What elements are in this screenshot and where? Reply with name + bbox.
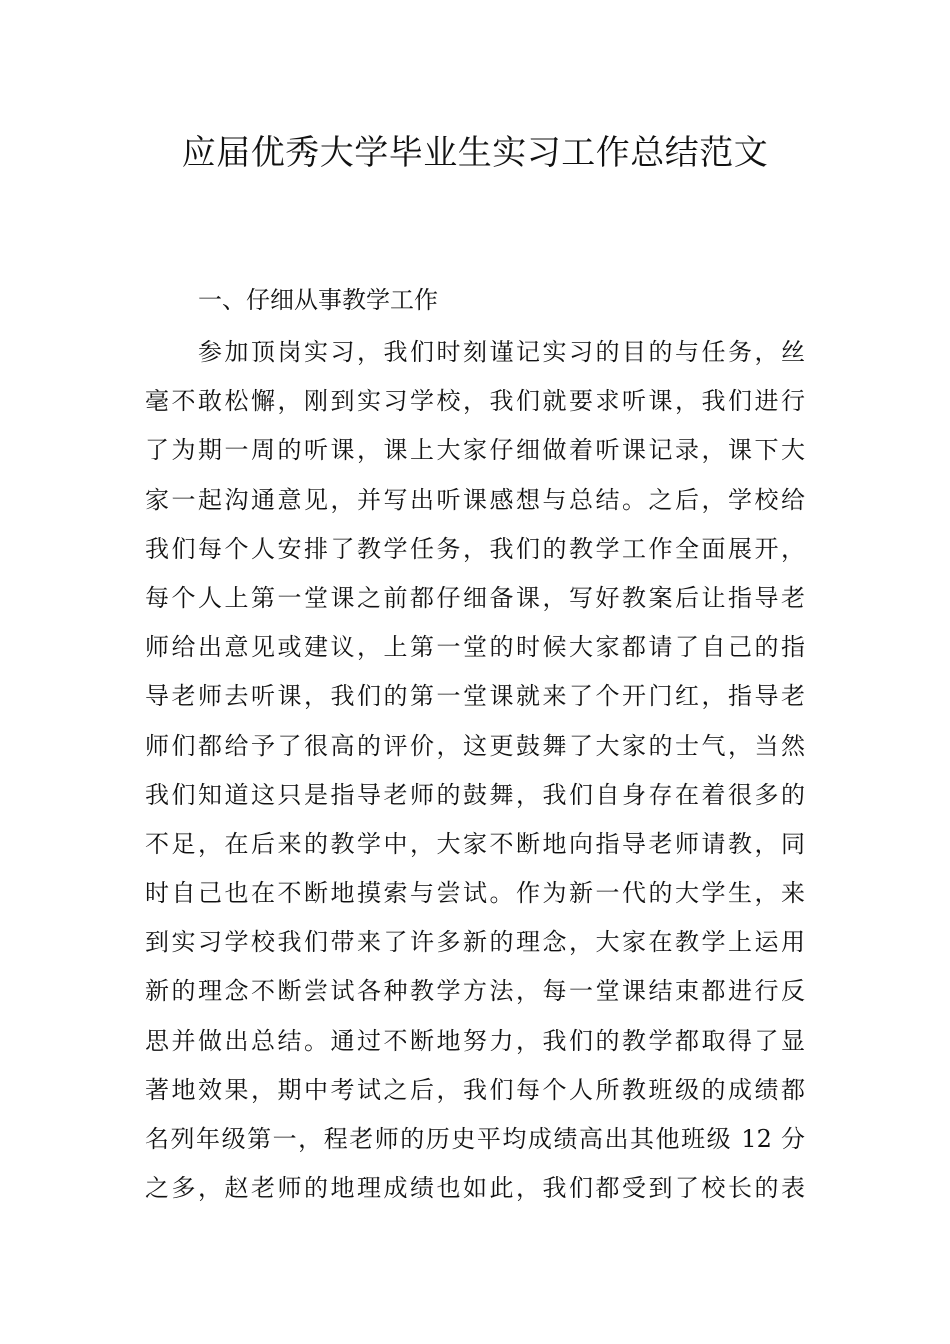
paragraph-line: 我们每个人安排了教学任务，我们的教学工作全面展开， [145,534,805,563]
paragraph-line: 参加顶岗实习，我们时刻谨记实习的目的与任务，丝 [198,338,805,366]
paragraph-line: 师给出意见或建议，上第一堂的时候大家都请了自己的指 [145,633,805,662]
paragraph-line: 到实习学校我们带来了许多新的理念，大家在教学上运用 [145,928,805,957]
body-paragraph [145,328,805,1213]
paragraph-line: 之多，赵老师的地理成绩也如此，我们都受到了校长的表 [145,1174,805,1203]
paragraph-line: 毫不敢松懈，刚到实习学校，我们就要求听课，我们进行 [145,387,805,416]
paragraph-line: 家一起沟通意见，并写出听课感想与总结。之后，学校给 [145,485,805,514]
paragraph-line: 师们都给予了很高的评价，这更鼓舞了大家的士气，当然 [145,731,805,760]
paragraph-line: 著地效果，期中考试之后，我们每个人所教班级的成绩都 [145,1075,805,1104]
paragraph-line: 思并做出总结。通过不断地努力，我们的教学都取得了显 [145,1026,805,1055]
paragraph-line: 了为期一周的听课，课上大家仔细做着听课记录，课下大 [145,436,805,465]
paragraph-line: 导老师去听课，我们的第一堂课就来了个开门红，指导老 [145,682,805,711]
paragraph-line: 我们知道这只是指导老师的鼓舞，我们自身存在着很多的 [145,780,805,809]
section-heading: 一、仔细从事教学工作 [198,286,438,314]
paragraph-line: 名列年级第一，程老师的历史平均成绩高出其他班级 12 分 [145,1125,805,1153]
paragraph-line: 每个人上第一堂课之前都仔细备课，写好教案后让指导老 [145,583,805,612]
paragraph-line: 不足，在后来的教学中，大家不断地向指导老师请教，同 [145,829,805,858]
paragraph-line: 时自己也在不断地摸索与尝试。作为新一代的大学生，来 [145,879,805,908]
paragraph-line: 新的理念不断尝试各种教学方法，每一堂课结束都进行反 [145,977,805,1006]
document-title: 应届优秀大学毕业生实习工作总结范文 [181,133,769,173]
